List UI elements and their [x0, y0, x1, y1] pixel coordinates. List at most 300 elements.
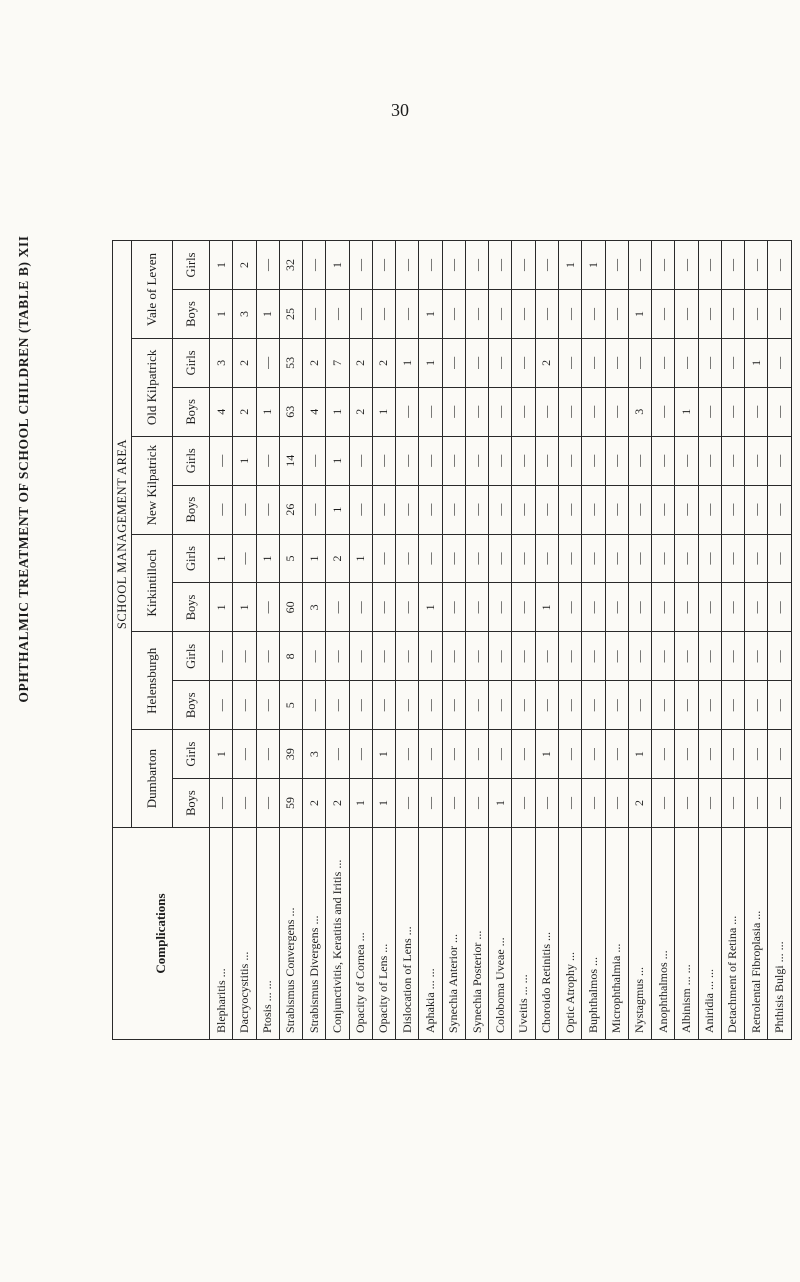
- table-cell: —: [582, 681, 605, 730]
- table-cell: —: [512, 534, 535, 583]
- table-cell: —: [721, 681, 744, 730]
- table-cell: —: [349, 681, 372, 730]
- table-cell: —: [768, 779, 792, 828]
- table-cell: —: [349, 583, 372, 632]
- table-cell: 2: [233, 387, 256, 436]
- table-cell: —: [233, 534, 256, 583]
- table-cell: 3: [303, 730, 326, 779]
- table-cell: —: [675, 436, 698, 485]
- complication-label: Aniridia ... ...: [698, 828, 721, 1040]
- table-cell: —: [419, 681, 442, 730]
- complication-label: Synechia Posterior ...: [465, 828, 488, 1040]
- complication-label: Synechia Anterior ...: [442, 828, 465, 1040]
- table-cell: —: [605, 583, 628, 632]
- table-row: [233, 241, 256, 1040]
- table-cell: —: [372, 534, 395, 583]
- table-cell: —: [372, 436, 395, 485]
- table-cell: —: [698, 485, 721, 534]
- complication-label: Microphthalmia ...: [605, 828, 628, 1040]
- girls-header: Girls: [173, 632, 210, 681]
- table-cell: —: [628, 241, 651, 290]
- table-cell: —: [768, 387, 792, 436]
- table-cell: 1: [210, 534, 233, 583]
- table-cell: —: [768, 436, 792, 485]
- table-cell: —: [698, 241, 721, 290]
- table-cell: —: [512, 681, 535, 730]
- school-header: New Kilpatrick: [132, 436, 173, 534]
- table-cell: —: [465, 583, 488, 632]
- table-cell: —: [745, 583, 768, 632]
- table-cell: —: [396, 387, 419, 436]
- table-cell: —: [419, 485, 442, 534]
- table-cell: —: [652, 387, 675, 436]
- table-cell: 2: [326, 534, 349, 583]
- table-cell: —: [489, 583, 512, 632]
- table-cell: —: [605, 534, 628, 583]
- table-cell: —: [628, 485, 651, 534]
- school-header: Old Kilpatrick: [132, 338, 173, 436]
- table-cell: —: [582, 534, 605, 583]
- table-cell: —: [605, 387, 628, 436]
- table-row: [535, 241, 558, 1040]
- table-row: [396, 241, 419, 1040]
- table-cell: —: [628, 534, 651, 583]
- table-row: [442, 241, 465, 1040]
- table-cell: —: [210, 485, 233, 534]
- table-cell: 1: [349, 779, 372, 828]
- table-cell: 1: [372, 730, 395, 779]
- table-cell: —: [256, 779, 279, 828]
- table-cell: —: [512, 241, 535, 290]
- table-cell: —: [605, 338, 628, 387]
- table-cell: —: [558, 779, 581, 828]
- table-cell: 4: [210, 387, 233, 436]
- table-cell: 1: [489, 779, 512, 828]
- boys-header: Boys: [173, 290, 210, 339]
- table-cell: 5: [279, 681, 302, 730]
- table-row: [372, 241, 395, 1040]
- table-body: [210, 241, 792, 1040]
- table-cell: —: [419, 779, 442, 828]
- table-cell: 4: [303, 387, 326, 436]
- table-cell: 3: [628, 387, 651, 436]
- table-cell: —: [419, 730, 442, 779]
- table-cell: —: [768, 534, 792, 583]
- table-cell: —: [442, 583, 465, 632]
- complication-label: Dacryocystitis ...: [233, 828, 256, 1040]
- table-cell: —: [372, 681, 395, 730]
- table-cell: —: [303, 681, 326, 730]
- table-cell: —: [489, 387, 512, 436]
- table-cell: 1: [675, 387, 698, 436]
- table-cell: —: [535, 681, 558, 730]
- table-cell: —: [698, 387, 721, 436]
- table-row: [512, 241, 535, 1040]
- table-cell: —: [465, 241, 488, 290]
- table-cell: —: [210, 681, 233, 730]
- table-cell: —: [396, 779, 419, 828]
- table-cell: —: [745, 730, 768, 779]
- table-cell: —: [768, 241, 792, 290]
- table-cell: —: [698, 681, 721, 730]
- table-row: [675, 241, 698, 1040]
- table-cell: 2: [349, 338, 372, 387]
- table-cell: —: [326, 290, 349, 339]
- table-cell: —: [465, 436, 488, 485]
- table-cell: —: [768, 485, 792, 534]
- table-cell: 1: [210, 730, 233, 779]
- table-cell: 1: [535, 583, 558, 632]
- table-cell: —: [326, 681, 349, 730]
- table-cell: —: [745, 681, 768, 730]
- table-cell: 1: [256, 290, 279, 339]
- table-cell: 1: [628, 730, 651, 779]
- table-cell: —: [721, 632, 744, 681]
- table-cell: —: [419, 534, 442, 583]
- table-cell: —: [512, 632, 535, 681]
- table-cell: —: [628, 632, 651, 681]
- table-cell: —: [721, 241, 744, 290]
- table-cell: 1: [256, 534, 279, 583]
- table-cell: —: [512, 779, 535, 828]
- girls-header: Girls: [173, 241, 210, 290]
- table-title: OPHTHALMIC TREATMENT OF SCHOOL CHILDREN (TABLE B) XII: [16, 235, 31, 703]
- table-cell: —: [512, 485, 535, 534]
- table-cell: —: [721, 338, 744, 387]
- table-cell: —: [558, 534, 581, 583]
- table-cell: —: [745, 290, 768, 339]
- table-cell: —: [582, 583, 605, 632]
- girls-header: Girls: [173, 338, 210, 387]
- table-cell: —: [396, 583, 419, 632]
- table-cell: 2: [233, 241, 256, 290]
- table-cell: —: [233, 779, 256, 828]
- table-cell: —: [698, 632, 721, 681]
- table-cell: —: [652, 583, 675, 632]
- table-cell: —: [721, 730, 744, 779]
- table-cell: —: [652, 534, 675, 583]
- table-cell: —: [652, 241, 675, 290]
- table-cell: —: [698, 338, 721, 387]
- table-cell: —: [535, 436, 558, 485]
- table-cell: —: [442, 436, 465, 485]
- table-cell: —: [256, 730, 279, 779]
- table-cell: —: [582, 290, 605, 339]
- complication-label: Ptosis ... ...: [256, 828, 279, 1040]
- table-cell: —: [372, 241, 395, 290]
- table-cell: 1: [419, 290, 442, 339]
- table-cell: 1: [326, 241, 349, 290]
- table-cell: 1: [349, 534, 372, 583]
- table-cell: 3: [233, 290, 256, 339]
- table-cell: —: [465, 779, 488, 828]
- table-cell: —: [558, 290, 581, 339]
- table-cell: —: [372, 290, 395, 339]
- school-header: Kirkintilloch: [132, 534, 173, 632]
- table-cell: —: [558, 338, 581, 387]
- table-cell: —: [442, 485, 465, 534]
- table-row: [698, 241, 721, 1040]
- table-cell: 2: [535, 338, 558, 387]
- girls-header: Girls: [173, 436, 210, 485]
- table-cell: —: [442, 730, 465, 779]
- table-cell: —: [652, 290, 675, 339]
- table-cell: —: [768, 290, 792, 339]
- table-row: [605, 241, 628, 1040]
- table-cell: —: [582, 730, 605, 779]
- table-cell: —: [535, 290, 558, 339]
- table-row: [745, 241, 768, 1040]
- table-cell: 1: [326, 387, 349, 436]
- table-cell: —: [605, 436, 628, 485]
- table-cell: —: [326, 730, 349, 779]
- complication-label: Choroido Retinitis ...: [535, 828, 558, 1040]
- table-cell: 60: [279, 583, 302, 632]
- table-cell: —: [558, 681, 581, 730]
- table-cell: 1: [233, 436, 256, 485]
- complication-label: Retrolental Fibroplasia ...: [745, 828, 768, 1040]
- table-cell: —: [442, 338, 465, 387]
- table-cell: —: [256, 583, 279, 632]
- table-cell: —: [745, 387, 768, 436]
- table-cell: —: [396, 534, 419, 583]
- table-cell: —: [512, 436, 535, 485]
- table-cell: —: [535, 241, 558, 290]
- boys-header: Boys: [173, 779, 210, 828]
- page-number: 30: [391, 100, 409, 120]
- table-cell: —: [210, 779, 233, 828]
- complication-label: Opacity of Lens ...: [372, 828, 395, 1040]
- complication-label: Opacity of Cornea ...: [349, 828, 372, 1040]
- table-cell: 25: [279, 290, 302, 339]
- table-cell: 39: [279, 730, 302, 779]
- table-cell: —: [675, 534, 698, 583]
- table-cell: —: [698, 534, 721, 583]
- table-cell: —: [233, 730, 256, 779]
- table-cell: —: [210, 436, 233, 485]
- table-cell: —: [721, 290, 744, 339]
- table-cell: —: [698, 583, 721, 632]
- table-cell: —: [396, 485, 419, 534]
- table-row: [768, 241, 792, 1040]
- table-cell: —: [489, 632, 512, 681]
- school-header: Dumbarton: [132, 730, 173, 828]
- table-cell: —: [419, 436, 442, 485]
- table-cell: 1: [582, 241, 605, 290]
- table-cell: —: [768, 632, 792, 681]
- table-cell: —: [582, 338, 605, 387]
- boys-header: Boys: [173, 387, 210, 436]
- complication-label: Detachment of Retina ...: [721, 828, 744, 1040]
- table-cell: —: [303, 290, 326, 339]
- table-cell: 1: [419, 338, 442, 387]
- table-cell: —: [558, 485, 581, 534]
- table-cell: —: [721, 583, 744, 632]
- table-cell: —: [652, 485, 675, 534]
- table-cell: —: [210, 632, 233, 681]
- table-cell: —: [652, 730, 675, 779]
- table-row: [419, 241, 442, 1040]
- table-cell: —: [489, 485, 512, 534]
- table-cell: 1: [210, 583, 233, 632]
- table-cell: —: [419, 632, 442, 681]
- table-row: [326, 241, 349, 1040]
- table-cell: —: [489, 290, 512, 339]
- table-cell: —: [745, 485, 768, 534]
- table-cell: —: [396, 681, 419, 730]
- school-header: Vale of Leven: [132, 241, 173, 339]
- table-cell: —: [326, 632, 349, 681]
- table-cell: —: [465, 632, 488, 681]
- table-row: [465, 241, 488, 1040]
- table-cell: —: [442, 241, 465, 290]
- table-cell: —: [465, 338, 488, 387]
- table-cell: —: [745, 632, 768, 681]
- table-cell: —: [558, 730, 581, 779]
- complication-label: Dislocation of Lens ...: [396, 828, 419, 1040]
- table-cell: 63: [279, 387, 302, 436]
- table-cell: 1: [535, 730, 558, 779]
- table-cell: —: [768, 338, 792, 387]
- table-cell: —: [675, 730, 698, 779]
- table-row: [558, 241, 581, 1040]
- table-row: [628, 241, 651, 1040]
- table-cell: 1: [210, 290, 233, 339]
- table-cell: 1: [372, 779, 395, 828]
- table-cell: 3: [303, 583, 326, 632]
- table-cell: —: [675, 290, 698, 339]
- table-cell: —: [558, 387, 581, 436]
- table-cell: —: [489, 730, 512, 779]
- table-cell: 1: [326, 436, 349, 485]
- complication-label: Anophthalmos ...: [652, 828, 675, 1040]
- table-cell: —: [582, 632, 605, 681]
- table-cell: —: [675, 338, 698, 387]
- table-cell: —: [745, 534, 768, 583]
- table-cell: —: [465, 534, 488, 583]
- table-cell: —: [558, 583, 581, 632]
- boys-header: Boys: [173, 583, 210, 632]
- table-cell: 59: [279, 779, 302, 828]
- table-cell: —: [628, 338, 651, 387]
- table-cell: —: [396, 436, 419, 485]
- table-cell: —: [558, 436, 581, 485]
- table-cell: —: [652, 436, 675, 485]
- table-cell: —: [605, 485, 628, 534]
- table-cell: —: [256, 436, 279, 485]
- complications-header: Complications: [113, 828, 210, 1040]
- complications-table: [112, 240, 792, 1040]
- table-cell: —: [256, 632, 279, 681]
- table-cell: —: [442, 681, 465, 730]
- table-cell: 53: [279, 338, 302, 387]
- table-cell: —: [442, 534, 465, 583]
- table-cell: —: [256, 338, 279, 387]
- table-cell: —: [349, 290, 372, 339]
- table-cell: —: [698, 436, 721, 485]
- table-row: [210, 241, 233, 1040]
- complication-label: Optic Atrophy ...: [558, 828, 581, 1040]
- table-cell: —: [465, 485, 488, 534]
- table-cell: —: [605, 290, 628, 339]
- table-cell: —: [489, 241, 512, 290]
- table-cell: —: [675, 779, 698, 828]
- table-cell: 1: [372, 387, 395, 436]
- table-cell: —: [535, 779, 558, 828]
- table-cell: —: [303, 485, 326, 534]
- table-cell: —: [349, 436, 372, 485]
- table-row: [279, 241, 302, 1040]
- table-cell: —: [652, 338, 675, 387]
- table-cell: 3: [210, 338, 233, 387]
- table-cell: —: [372, 632, 395, 681]
- complication-label: Blepharitis ...: [210, 828, 233, 1040]
- table-cell: 2: [372, 338, 395, 387]
- table-row: [652, 241, 675, 1040]
- complication-label: Conjunctivitis, Keratitis and Iritis ...: [326, 828, 349, 1040]
- table-cell: —: [675, 681, 698, 730]
- table-cell: —: [442, 290, 465, 339]
- table-cell: 2: [349, 387, 372, 436]
- table-cell: —: [675, 632, 698, 681]
- table-cell: —: [303, 436, 326, 485]
- table-cell: —: [349, 241, 372, 290]
- table-cell: —: [465, 290, 488, 339]
- table-cell: —: [721, 534, 744, 583]
- table-cell: —: [396, 730, 419, 779]
- table-cell: —: [396, 632, 419, 681]
- table-cell: —: [582, 387, 605, 436]
- table-cell: —: [512, 583, 535, 632]
- table-cell: —: [745, 436, 768, 485]
- table-cell: —: [675, 241, 698, 290]
- table-cell: —: [768, 583, 792, 632]
- table-cell: —: [605, 632, 628, 681]
- table-cell: —: [349, 632, 372, 681]
- table-cell: 2: [303, 338, 326, 387]
- table-cell: —: [605, 779, 628, 828]
- table-cell: —: [721, 387, 744, 436]
- table-cell: —: [349, 485, 372, 534]
- table-cell: 1: [419, 583, 442, 632]
- table-cell: —: [489, 681, 512, 730]
- table-cell: —: [605, 241, 628, 290]
- table-cell: —: [535, 387, 558, 436]
- table-row: [582, 241, 605, 1040]
- table-cell: —: [628, 681, 651, 730]
- table-cell: 5: [279, 534, 302, 583]
- complication-label: Strabismus Divergens ...: [303, 828, 326, 1040]
- table-cell: —: [372, 485, 395, 534]
- table-cell: 1: [558, 241, 581, 290]
- table-cell: —: [442, 387, 465, 436]
- table-cell: —: [512, 730, 535, 779]
- table-cell: —: [535, 632, 558, 681]
- table-cell: —: [605, 730, 628, 779]
- table-cell: —: [558, 632, 581, 681]
- table-cell: —: [419, 241, 442, 290]
- table-cell: —: [698, 290, 721, 339]
- table-row: [721, 241, 744, 1040]
- table-cell: —: [396, 290, 419, 339]
- complication-label: Uveitis ... ...: [512, 828, 535, 1040]
- table-cell: —: [326, 583, 349, 632]
- table-cell: 7: [326, 338, 349, 387]
- table-cell: —: [535, 534, 558, 583]
- table-cell: —: [233, 681, 256, 730]
- table-cell: —: [396, 241, 419, 290]
- table-row: [303, 241, 326, 1040]
